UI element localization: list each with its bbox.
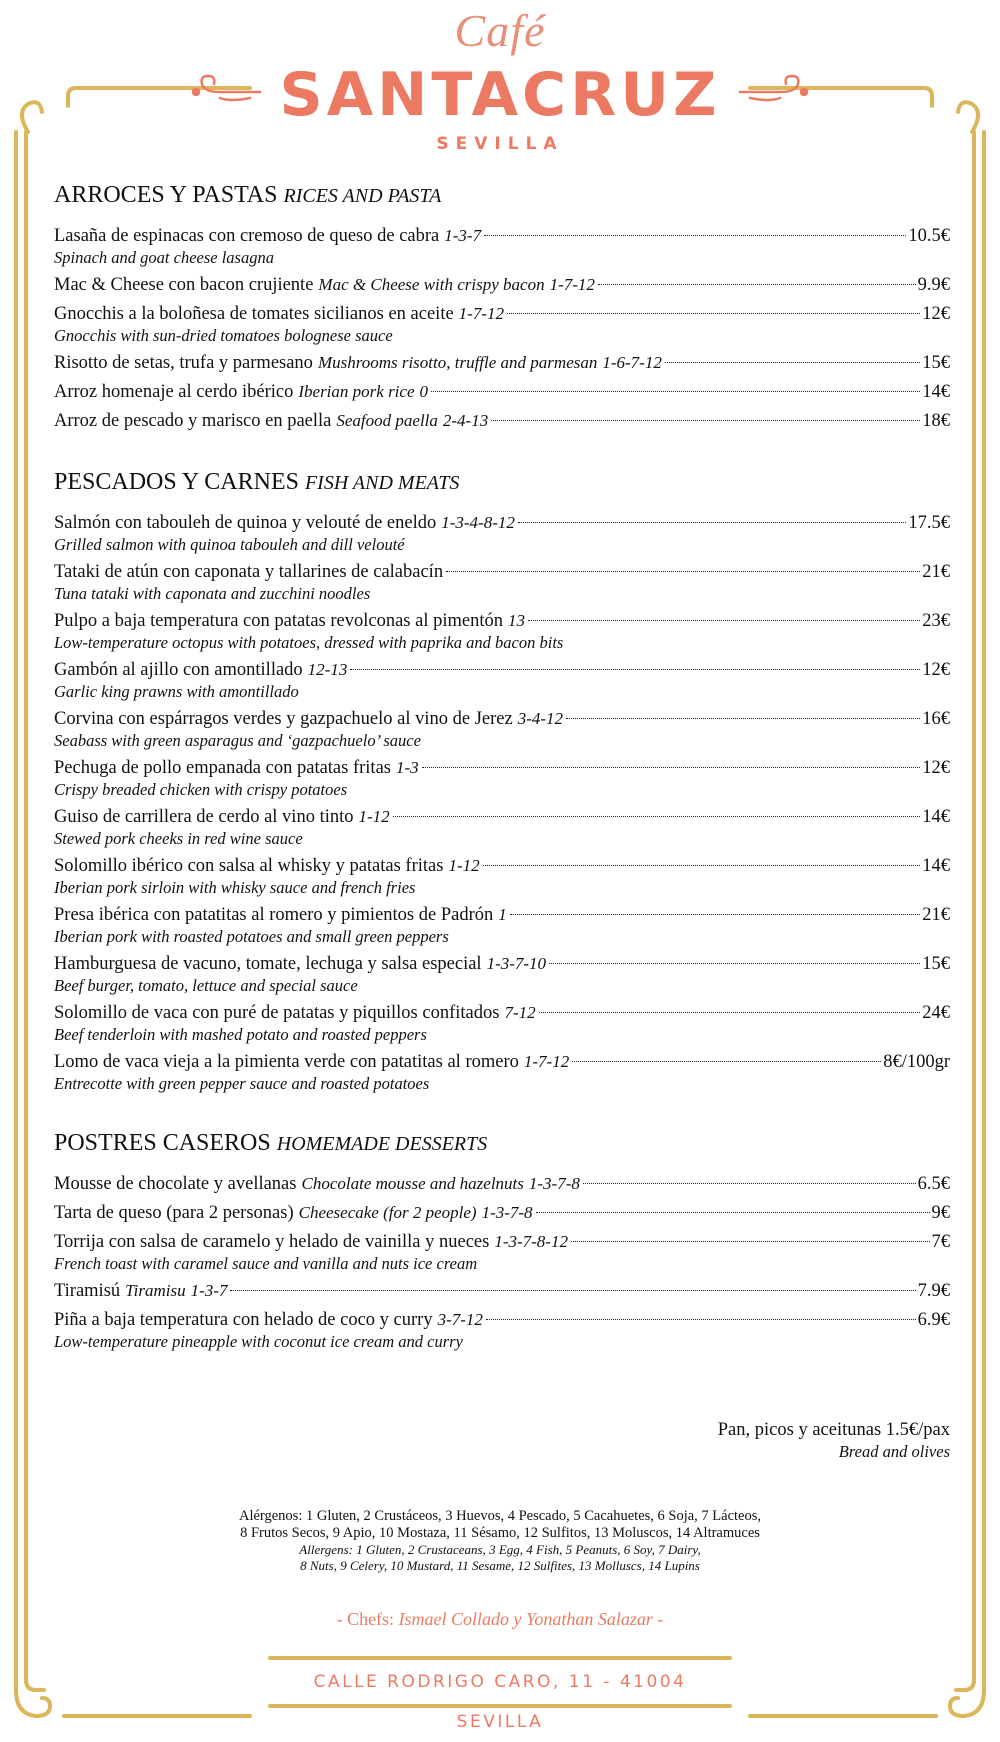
menu-item-row bbox=[54, 1172, 950, 1196]
menu-item bbox=[54, 903, 950, 947]
section-title-en: RICES AND PASTA bbox=[283, 185, 442, 207]
dish-name-en: Mushrooms risotto, truffle and parmesan bbox=[317, 353, 598, 372]
menu-section bbox=[54, 465, 950, 1094]
menu-item bbox=[54, 952, 950, 996]
allergen-legend-en-line-1: Allergens: 1 Gluten, 2 Crustaceans, 3 Egg, 4 Fish, 5 Peanuts, 6 Soy, 7 Dairy, bbox=[299, 1542, 701, 1557]
dish-allergens: 1-6-7-12 bbox=[602, 353, 662, 372]
menu-item bbox=[54, 560, 950, 604]
dot-leader bbox=[539, 1012, 921, 1013]
dish-name: Mac & Cheese con bacon crujiente bbox=[54, 275, 314, 295]
dish-name: Corvina con espárragos verdes y gazpachuelo al vino de Jerez bbox=[54, 709, 513, 729]
menu-item-row bbox=[54, 658, 950, 682]
menu-section bbox=[54, 178, 950, 433]
dish-price: 6.9€ bbox=[917, 1310, 950, 1330]
dish-price: 7.9€ bbox=[917, 1281, 950, 1301]
menu-item bbox=[54, 351, 950, 375]
dish-description-en: Seabass with green asparagus and ‘gazpachuelo’ sauce bbox=[54, 731, 421, 750]
dot-leader bbox=[484, 235, 906, 236]
dish-price: 10.5€ bbox=[908, 226, 950, 246]
dot-leader bbox=[571, 1241, 930, 1242]
dish-allergens: 1-7-12 bbox=[458, 304, 504, 323]
dish-price: 18€ bbox=[922, 411, 950, 431]
dish-name: Mousse de chocolate y avellanas bbox=[54, 1174, 297, 1194]
menu-item-row bbox=[54, 1279, 950, 1303]
dot-leader bbox=[446, 571, 920, 572]
dish-name: Hamburguesa de vacuno, tomate, lechuga y salsa especial bbox=[54, 954, 482, 974]
menu-item bbox=[54, 1279, 950, 1303]
dish-allergens: 13 bbox=[507, 611, 525, 630]
dish-price: 12€ bbox=[922, 304, 950, 324]
section-title-es: POSTRES CASEROS bbox=[54, 1130, 271, 1156]
section-title bbox=[54, 465, 950, 499]
bread-note bbox=[718, 1418, 950, 1462]
dot-leader bbox=[665, 362, 920, 363]
dot-leader bbox=[393, 816, 921, 817]
dish-name: Piña a baja temperatura con helado de coco y curry bbox=[54, 1310, 433, 1330]
menu-item bbox=[54, 224, 950, 268]
menu-item-row bbox=[54, 1308, 950, 1332]
dish-price: 9€ bbox=[931, 1203, 950, 1223]
dish-name: Gambón al ajillo con amontillado bbox=[54, 660, 303, 680]
dish-allergens: 1-7-12 bbox=[549, 275, 595, 294]
section-title bbox=[54, 178, 950, 212]
dish-allergens: 1-3-7 bbox=[444, 226, 482, 245]
dish-allergens: 2-4-13 bbox=[442, 411, 489, 430]
menu-item bbox=[54, 1201, 950, 1225]
dish-price: 14€ bbox=[922, 382, 950, 402]
dot-leader bbox=[598, 284, 916, 285]
section-title-es: PESCADOS Y CARNES bbox=[54, 469, 299, 495]
dish-name-en: Seafood paella bbox=[336, 411, 438, 430]
dish-price: 21€ bbox=[922, 562, 950, 582]
allergen-legend bbox=[0, 1508, 1000, 1574]
dish-description-en: Beef burger, tomato, lettuce and special sauce bbox=[54, 976, 358, 995]
dish-price: 17.5€ bbox=[908, 513, 950, 533]
menu-item bbox=[54, 511, 950, 555]
dot-leader bbox=[518, 522, 906, 523]
dish-name-en: Chocolate mousse and hazelnuts bbox=[301, 1174, 524, 1193]
menu-item bbox=[54, 409, 950, 433]
dish-allergens: 1-3-7-10 bbox=[486, 954, 547, 973]
dish-description-en: Gnocchis with sun-dried tomatoes bolognese sauce bbox=[54, 326, 393, 345]
dish-allergens: 1-12 bbox=[358, 807, 390, 826]
dot-leader bbox=[528, 620, 920, 621]
dish-description-en: Low-temperature octopus with potatoes, dressed with paprika and bacon bits bbox=[54, 633, 564, 652]
dish-name: Arroz homenaje al cerdo ibérico bbox=[54, 382, 294, 402]
dish-description-en: Tuna tataki with caponata and zucchini noodles bbox=[54, 584, 371, 603]
menu-item-row bbox=[54, 351, 950, 375]
menu-item bbox=[54, 1172, 950, 1196]
address: CALLE RODRIGO CARO, 11 - 41004 SEVILLA bbox=[313, 1672, 687, 1732]
dot-leader bbox=[491, 420, 920, 421]
dish-name: Risotto de setas, trufa y parmesano bbox=[54, 353, 313, 373]
allergen-legend-es-line-2: 8 Frutos Secos, 9 Apio, 10 Mostaza, 11 Sésamo, 12 Sulfitos, 13 Moluscos, 14 Altramuces bbox=[240, 1525, 760, 1541]
dish-price: 6.5€ bbox=[917, 1174, 950, 1194]
dish-description-en: Iberian pork with roasted potatoes and small green peppers bbox=[54, 927, 449, 946]
menu-item bbox=[54, 1308, 950, 1352]
menu-item-row bbox=[54, 380, 950, 404]
menu-item bbox=[54, 1230, 950, 1274]
dish-allergens: 3-4-12 bbox=[517, 709, 564, 728]
menu-item-row bbox=[54, 756, 950, 780]
menu-item bbox=[54, 1050, 950, 1094]
menu-item-row bbox=[54, 1050, 950, 1074]
dish-price: 9.9€ bbox=[917, 275, 950, 295]
dish-price: 23€ bbox=[922, 611, 950, 631]
dish-name: Pechuga de pollo empanada con patatas fritas bbox=[54, 758, 391, 778]
dot-leader bbox=[422, 767, 921, 768]
dish-price: 16€ bbox=[922, 709, 950, 729]
section-title-en: HOMEMADE DESSERTS bbox=[276, 1133, 488, 1155]
menu-item-row bbox=[54, 1001, 950, 1025]
dish-description-en: Iberian pork sirloin with whisky sauce and french fries bbox=[54, 878, 416, 897]
dish-price: 12€ bbox=[922, 758, 950, 778]
menu-item bbox=[54, 805, 950, 849]
dish-description-en: Low-temperature pineapple with coconut ice cream and curry bbox=[54, 1332, 463, 1351]
dish-name: Salmón con tabouleh de quinoa y velouté de eneldo bbox=[54, 513, 437, 533]
dish-allergens: 1-3 bbox=[395, 758, 419, 777]
menu-item-row bbox=[54, 224, 950, 248]
dish-description-en: Spinach and goat cheese lasagna bbox=[54, 248, 274, 267]
dot-leader bbox=[507, 313, 920, 314]
menu-item-row bbox=[54, 707, 950, 731]
allergen-legend-es-line-1: Alérgenos: 1 Gluten, 2 Crustáceos, 3 Huevos, 4 Pescado, 5 Cacahuetes, 6 Soja, 7 Lácteos, bbox=[238, 1508, 762, 1524]
dot-leader bbox=[572, 1061, 881, 1062]
dish-price: 15€ bbox=[922, 353, 950, 373]
dot-leader bbox=[549, 963, 920, 964]
dot-leader bbox=[230, 1290, 915, 1291]
allergen-legend-en-line-2: 8 Nuts, 9 Celery, 10 Mustard, 11 Sesame, 12 Sulfites, 13 Molluscs, 14 Lupins bbox=[300, 1558, 700, 1573]
dish-allergens: 1-3-7-8-12 bbox=[494, 1232, 568, 1251]
dish-name: Tarta de queso (para 2 personas) bbox=[54, 1203, 294, 1223]
dish-name: Torrija con salsa de caramelo y helado de vainilla y nueces bbox=[54, 1232, 490, 1252]
dish-name: Lasaña de espinacas con cremoso de queso de cabra bbox=[54, 226, 440, 246]
dish-price: 21€ bbox=[922, 905, 950, 925]
dish-allergens: 1-3-7-8 bbox=[528, 1174, 580, 1193]
brand-name: SANTACRUZ bbox=[279, 60, 721, 130]
dish-allergens: 1-7-12 bbox=[523, 1052, 570, 1071]
dish-price: 14€ bbox=[922, 856, 950, 876]
menu-item-row bbox=[54, 952, 950, 976]
dish-description-en: Entrecotte with green pepper sauce and roasted potatoes bbox=[54, 1074, 430, 1093]
menu-item-row bbox=[54, 805, 950, 829]
menu-item bbox=[54, 609, 950, 653]
dish-price: 7€ bbox=[931, 1232, 950, 1252]
dot-leader bbox=[431, 391, 920, 392]
dish-name: Solomillo ibérico con salsa al whisky y patatas fritas bbox=[54, 856, 444, 876]
dish-price: 24€ bbox=[922, 1003, 950, 1023]
menu-item bbox=[54, 707, 950, 751]
dish-name: Guiso de carrillera de cerdo al vino tinto bbox=[54, 807, 354, 827]
menu-item bbox=[54, 658, 950, 702]
menu-item-row bbox=[54, 1201, 950, 1225]
dish-allergens: 1-3-7 bbox=[190, 1281, 228, 1300]
city-subtitle: SEVILLA bbox=[436, 134, 564, 154]
dish-allergens: 1-3-7-8 bbox=[481, 1203, 533, 1222]
dish-allergens: 1 bbox=[498, 905, 507, 924]
dish-name-en: Mac & Cheese with crispy bacon bbox=[318, 275, 545, 294]
menu-item-row bbox=[54, 854, 950, 878]
dish-name-en: Tiramisu bbox=[125, 1281, 186, 1300]
dot-leader bbox=[486, 1319, 916, 1320]
dish-name: Gnocchis a la boloñesa de tomates sicilianos en aceite bbox=[54, 304, 454, 324]
menu-item-row bbox=[54, 903, 950, 927]
menu-item-row bbox=[54, 511, 950, 535]
dish-price: 14€ bbox=[922, 807, 950, 827]
chefs-names: Ismael Collado y Yonathan Salazar bbox=[398, 1609, 653, 1629]
dot-leader bbox=[566, 718, 920, 719]
dish-name-en: Iberian pork rice bbox=[298, 382, 415, 401]
dish-description-en: Garlic king prawns with amontillado bbox=[54, 682, 299, 701]
dish-allergens: 1-3-4-8-12 bbox=[441, 513, 515, 532]
bread-label-en: Bread and olives bbox=[838, 1442, 950, 1461]
dish-description-en: Crispy breaded chicken with crispy potatoes bbox=[54, 780, 348, 799]
menu-item bbox=[54, 756, 950, 800]
menu-content bbox=[54, 178, 950, 1357]
cafe-script-title: Café bbox=[454, 5, 546, 56]
section-title-en: FISH AND MEATS bbox=[304, 472, 460, 494]
chefs-prefix: - Chefs: bbox=[336, 1609, 395, 1629]
dish-price: 15€ bbox=[922, 954, 950, 974]
dish-name: Arroz de pescado y marisco en paella bbox=[54, 411, 332, 431]
dish-name: Solomillo de vaca con puré de patatas y piquillos confitados bbox=[54, 1003, 500, 1023]
dish-name: Lomo de vaca vieja a la pimienta verde con patatitas al romero bbox=[54, 1052, 519, 1072]
dish-allergens: 12-13 bbox=[307, 660, 348, 679]
dish-name: Tiramisú bbox=[54, 1281, 121, 1301]
dish-price: 12€ bbox=[922, 660, 950, 680]
menu-item-row bbox=[54, 302, 950, 326]
menu-item-row bbox=[54, 609, 950, 633]
dish-description-en: Grilled salmon with quinoa tabouleh and dill velouté bbox=[54, 535, 405, 554]
menu-item-row bbox=[54, 1230, 950, 1254]
menu-item bbox=[54, 854, 950, 898]
section-title-es: ARROCES Y PASTAS bbox=[54, 182, 278, 208]
dish-allergens: 7-12 bbox=[504, 1003, 536, 1022]
dish-name: Pulpo a baja temperatura con patatas revolconas al pimentón bbox=[54, 611, 503, 631]
menu-item bbox=[54, 1001, 950, 1045]
dish-name-en: Cheesecake (for 2 people) bbox=[298, 1203, 477, 1222]
section-title bbox=[54, 1126, 950, 1160]
dish-description-en: French toast with caramel sauce and vanilla and nuts ice cream bbox=[54, 1254, 478, 1273]
dish-name: Presa ibérica con patatitas al romero y pimientos de Padrón bbox=[54, 905, 494, 925]
menu-item-row bbox=[54, 560, 950, 584]
menu-item-row bbox=[54, 273, 950, 297]
chefs-suffix: - bbox=[657, 1609, 664, 1629]
dot-leader bbox=[510, 914, 921, 915]
menu-item bbox=[54, 302, 950, 346]
dish-description-en: Beef tenderloin with mashed potato and roasted peppers bbox=[54, 1025, 427, 1044]
dish-price: 8€/100gr bbox=[883, 1052, 950, 1072]
chefs-credit bbox=[0, 1609, 1000, 1630]
dot-leader bbox=[483, 865, 921, 866]
dish-allergens: 0 bbox=[419, 382, 428, 401]
dot-leader bbox=[536, 1212, 930, 1213]
bread-label-es: Pan, picos y aceitunas 1.5€/pax bbox=[717, 1420, 950, 1440]
menu-section bbox=[54, 1126, 950, 1352]
menu-item bbox=[54, 380, 950, 404]
menu-item-row bbox=[54, 409, 950, 433]
dot-leader bbox=[583, 1183, 916, 1184]
dot-leader bbox=[350, 669, 920, 670]
dish-name: Tataki de atún con caponata y tallarines de calabacín bbox=[54, 562, 444, 582]
dish-description-en: Stewed pork cheeks in red wine sauce bbox=[54, 829, 303, 848]
dish-allergens: 1-12 bbox=[448, 856, 480, 875]
dish-allergens: 3-7-12 bbox=[437, 1310, 483, 1329]
menu-item bbox=[54, 273, 950, 297]
